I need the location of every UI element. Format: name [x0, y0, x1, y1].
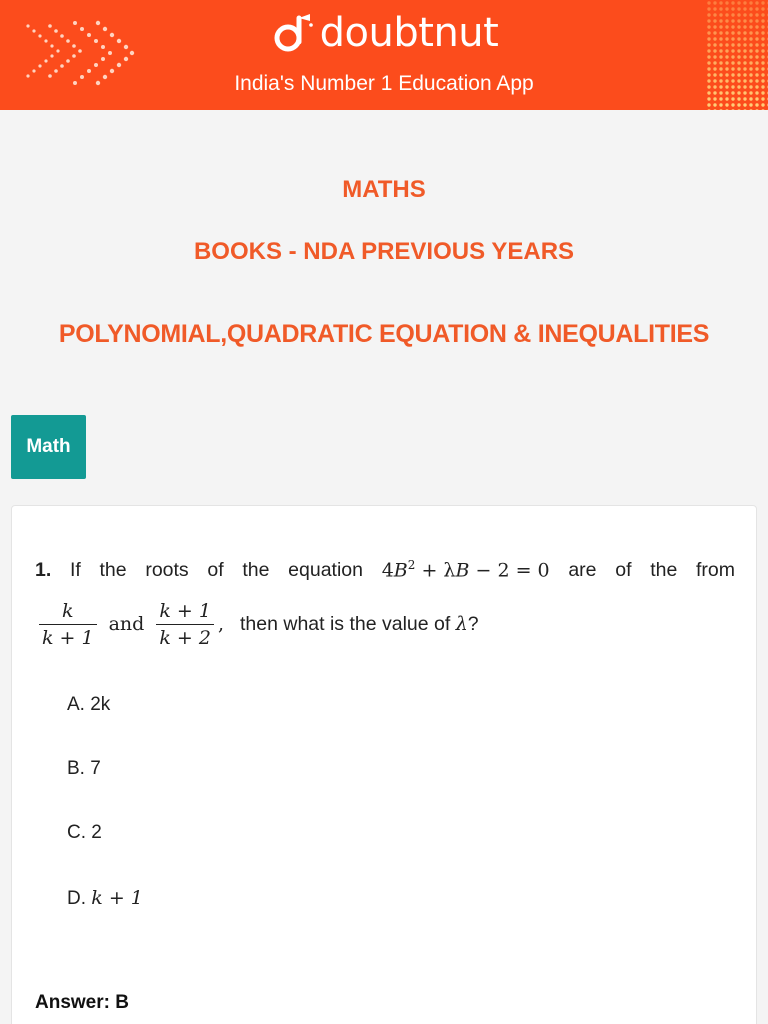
option-d-prefix: D. [67, 888, 86, 909]
question-word: of [207, 559, 224, 582]
equation: $4B^2 + \lambda B - 2 = 0$ [381, 558, 550, 582]
subject-tag-button[interactable]: Math [11, 415, 86, 479]
question-card [11, 505, 757, 1024]
fraction-second-root [156, 600, 214, 649]
question-word: If [69, 559, 81, 582]
question-tail: then what is the value of [240, 612, 451, 635]
comma: , [217, 613, 224, 635]
fraction-numerator: k [62, 599, 74, 622]
lambda-symbol: λ [455, 613, 468, 635]
brand-logo[interactable] [0, 10, 768, 56]
question-word: of [615, 559, 632, 582]
option-a[interactable]: A. 2k [67, 694, 111, 715]
book-heading: BOOKS - NDA PREVIOUS YEARS [193, 238, 575, 265]
app-header [0, 0, 768, 110]
doubtnut-logo-icon [270, 10, 316, 56]
fraction-first-root [39, 600, 97, 649]
option-d-math: k + 1 [91, 887, 143, 909]
subject-heading: MATHS [342, 176, 426, 203]
question-word: the [650, 559, 678, 582]
answer-text: Answer: B [35, 992, 129, 1013]
tagline: India's Number 1 Education App [234, 72, 534, 95]
option-b[interactable]: B. 7 [67, 758, 101, 779]
question-mark: ? [467, 612, 479, 635]
fraction-denominator: k + 2 [156, 624, 214, 649]
fraction-numerator: k + 1 [159, 599, 211, 622]
question-word: roots [145, 559, 189, 582]
question-text-line-2 [35, 594, 479, 654]
question-number: 1. [35, 559, 52, 582]
option-d[interactable] [67, 887, 143, 910]
question-word: are [568, 559, 597, 582]
brand-name: doubtnut [319, 10, 499, 56]
question-text-line-1 [35, 558, 735, 582]
connector-and: and [108, 613, 145, 635]
chapter-heading: POLYNOMIAL,QUADRATIC EQUATION & INEQUALITIES [58, 320, 710, 348]
fraction-denominator: k + 1 [39, 624, 97, 649]
question-word: from [696, 559, 735, 582]
option-c[interactable]: C. 2 [67, 822, 102, 843]
question-word: the [242, 559, 270, 582]
question-word: equation [288, 559, 363, 582]
question-word: the [99, 559, 127, 582]
